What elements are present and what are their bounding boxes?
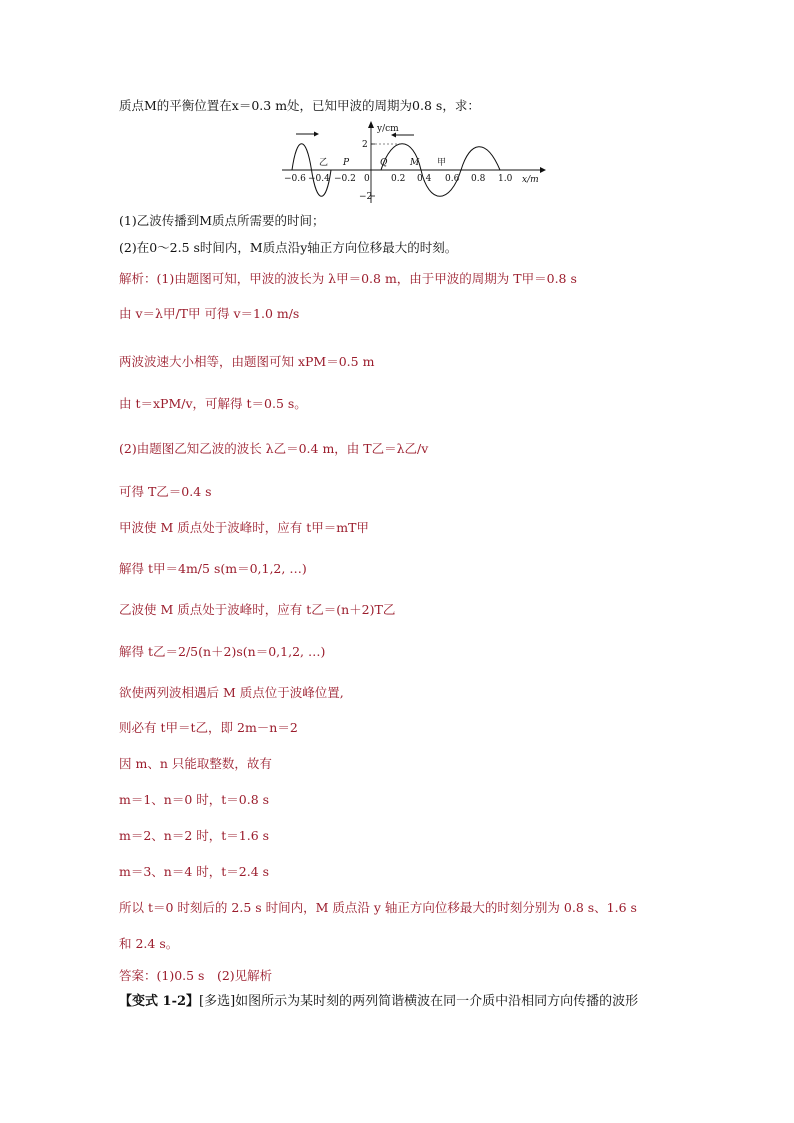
solution-line-5: (2)由题图乙知乙波的波长 λ乙＝0.4 m，由 T乙＝λ乙/v [119,441,429,456]
problem-intro: 质点M的平衡位置在x＝0.3 m处，已知甲波的周期为0.8 s，求： [119,98,480,113]
x-tick: −0.6 [284,174,306,184]
label-yi: 乙 [319,158,329,168]
origin-label: 0 [364,174,370,184]
solution-line-17: 所以 t＝0 时刻后的 2.5 s 时间内，M 质点沿 y 轴正方向位移最大的时刻分别为 0.8 s、1.6 s [119,900,637,915]
answer-line: 答案：(1)0.5 s (2)见解析 [119,968,273,983]
y-axis-label: y/cm [377,124,399,134]
question-1: (1)乙波传播到M质点所需要的时间； [119,213,325,228]
x-tick: 0.4 [417,174,432,184]
solution-line-7: 甲波使 M 质点处于波峰时，应有 t甲＝mT甲 [119,520,369,535]
solution-line-18: 和 2.4 s。 [119,936,179,951]
variant-line [119,993,638,1011]
variant-tag: 【变式 1-2】 [119,994,200,1009]
question-2: (2)在0～2.5 s时间内，M质点沿y轴正方向位移最大的时刻。 [119,240,458,255]
solution-line-1: 解析：(1)由题图可知，甲波的波长为 λ甲＝0.8 m，由于甲波的周期为 T甲＝0.8 s [119,271,577,286]
variant-text: [多选]如图所示为某时刻的两列简谐横波在同一介质中沿相同方向传播的波形 [199,994,639,1009]
solution-line-14: m＝1、n＝0 时，t＝0.8 s [119,792,270,807]
solution-line-13: 因 m、n 只能取整数，故有 [119,756,272,771]
label-m: M [410,158,420,168]
x-axis-label: x/m [522,175,539,185]
solution-line-15: m＝2、n＝2 时，t＝1.6 s [119,828,270,843]
solution-line-16: m＝3、n＝4 时，t＝2.4 s [119,864,270,879]
x-tick: 0.2 [391,174,406,184]
solution-line-12: 则必有 t甲＝t乙，即 2m－n＝2 [119,720,298,735]
x-axis-arrow [540,167,546,173]
x-tick: −0.4 [308,174,330,184]
solution-line-2: 由 v＝λ甲/T甲 可得 v＝1.0 m/s [119,306,300,321]
solution-line-9: 乙波使 M 质点处于波峰时，应有 t乙＝(n＋2)T乙 [119,602,396,617]
y-tick-neg: −2 [359,192,373,202]
solution-line-8: 解得 t甲＝4m/5 s(m＝0,1,2, …) [119,561,307,576]
wave-figure [278,119,546,205]
solution-line-11: 欲使两列波相遇后 M 质点位于波峰位置, [119,685,344,700]
label-q: Q [380,158,388,168]
label-jia: 甲 [437,158,447,168]
x-tick: 0.6 [445,174,460,184]
y-axis-arrow [368,121,374,128]
label-p: P [343,158,350,168]
x-tick: 0.8 [471,174,486,184]
solution-line-4: 由 t＝xPM/v，可解得 t＝0.5 s。 [119,396,307,411]
x-tick: −0.2 [334,174,356,184]
x-tick: 1.0 [498,174,513,184]
solution-line-3: 两波波速大小相等，由题图可知 xPM＝0.5 m [119,354,375,369]
y-tick-pos: 2 [362,140,368,150]
solution-line-6: 可得 T乙＝0.4 s [119,484,212,499]
solution-line-10: 解得 t乙＝2/5(n＋2)s(n＝0,1,2, …) [119,644,326,659]
